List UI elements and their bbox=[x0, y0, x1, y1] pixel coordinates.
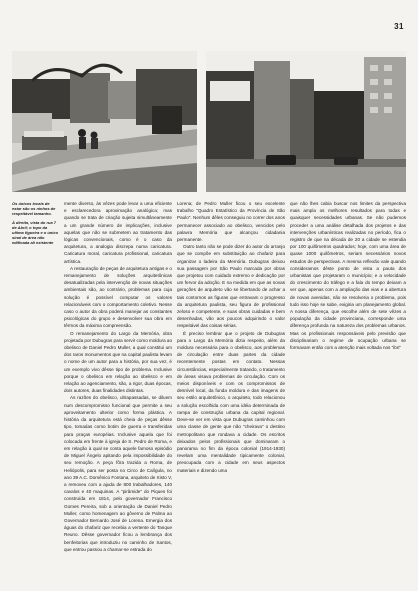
caption-left: Os únicos locais de estar são os ninhos de respeitável tamanho. bbox=[12, 201, 56, 217]
col2-paragraph: Outro tanto não se pode dizer do autor do arranjo que se compõe em substituição ao chafariz para organizar o ladeira da Memória. Dubugras deixou sua passagem por São Paulo marcada por obras que projetou com cuidado extremo e dedicação por um fervor da adoção. E na medida em que as novas gerações de arquiteto vão se libertando de achar a tais contornos as figuras que entravam o progresso da arquitetura paulista, seu figura de profissional zeloso e competente, e suas obras cuidadas e bem desenhadas, vão aos poucos adquirindo o valor respeitável das coisas sérias. bbox=[177, 244, 285, 329]
text-column-1 bbox=[64, 200, 172, 584]
photo-rua-7-de-abril bbox=[206, 51, 406, 192]
col1-paragraph: O remanejamento do Largo da Memória, obra projetada por Dubugras para servir como moldura ao obelisco de Daniel Pedro Muller, a qual constitui um dos raros monumentos que na capital paulista levam o nome de um autor para a história, por sua vez, é um exemplo vivo dêsse tipo de problema. Inclusive porque o obelisco em relação ao obelisco e em relação ao agenciamento, são, a rigor, duas épocas, dois autores, duas finalidades distintas. bbox=[64, 330, 172, 394]
page-number: 31 bbox=[394, 22, 404, 31]
col3-paragraph: que não lhes cabia buscar nos limites da perspectiva mais ampla os melhores resultados para todas e quaisquer necessidades urbanas. Se não pudemos proceder a uma análise detalhada dos projetos e das intervenções urbanísticas realizadas no período, fica o registro de que na década de 20 a cidade se estendia por 100 quilômetros quadrados; hoje, com uma área de quase 1000 quilômetros, seriam necessários novos estudos de perspectivas. A mesma reflexão vale quando consideramos dêste ponto de vista a pauta dos urbanistas que projetaram o município; e a velocidade do crescimento do tráfego e a fala do tempo deixam a ver que, apenas com a ampliação das vias e a abertura de novas avenidas, não se resolveria o problema, pois tudo isso hoje se sabe, exigiria um planejamento global. A nossa diferença, que escolhe além de sete vêzes a população da cidade provinciana, corresponde uma diferença profunda na natureza dos problemas urbanos. Mas os profissionais responsáveis pelo previsão que disciplinariam o regime de ocupação urbana se formavam então com a atenção mais voltada nos "ibri" bbox=[290, 201, 406, 351]
street-photo-image bbox=[206, 51, 406, 192]
photo-caption bbox=[12, 201, 58, 249]
caption-right: À direita, vista do rua 7 de Abril; o topo da ultima figueira e o único sinal de área não edificada ali existente bbox=[12, 219, 59, 246]
col2-paragraph: É preciso lembrar que o projeto de Dubugras para o Largo da Memória dizia respeito, além da moldura necessária para o obelisco, aos problemas de circulação entre duas partes da cidade recentemente postas em contato. Nessas circunstâncias, especialmente tratando, o tratamento de áreas visava problemas de circulação. Com os meios disponíveis e com os compromissos de desnível local, da funda moldura e das imagens de seu estilo arquitetônico, o arquiteto, todo relacionou a solução escolhida com uma idéia determinada de rampa de construção urbana da capital regional. Deve-se ver em vista que Dubugras caminhou com uma classe de gente que não "cheirava" o destino metropolitano que rondava a cidade. Os escritos deixados pelos profissionais que dominaram o panorama no fim da época colonial (1914-1930) revelam uma mentalidade tipicamente colonial, preocupada com a cidade em seus aspectos materiais e dizendo uma bbox=[177, 330, 285, 473]
col1-paragraph: mente diverso, às vêzes pode levar a uma eficiente e esclarecedora aproximação analógica; mas quando se trata de criação sujeita simultâneamente a um grande número de implicações, inclusive aquelas que não se submetem ao tratamento das lógicas convencionais, como é o caso da arquitetura, a analogia discrepa numa caricatura. Caricatura moral, caricatura profissional, caricatura artística. bbox=[64, 201, 172, 264]
col1-paragraph: A restauração de peças de arquitetura antigas e o remanejamento de soluções arquitetônicas desatualizadas pela intervenção de novas situações ambientais são, ao contrário, problemas para cuja solução é possível computar os valores relacionáveis com o comportamento coletivo. Nesse caso o autor da obra poderá manejar as constantes psicológicas do grupo e desenvolver sua obra em têrmos da máxima compreensão. bbox=[64, 265, 172, 329]
text-column-3 bbox=[290, 200, 406, 584]
text-column-2 bbox=[177, 200, 285, 584]
col2-paragraph: Lorena; de Pedro Muller ficou o seu excelente trabalho "Quadro Estatístico da Província de São Paulo". Nenhum dêles conseguiu no correr dos anos permanecer associado ao obelisco, vencidos pelo palavra Memória que alcançou cidadania permanente. bbox=[177, 201, 285, 243]
col1-paragraph: As razões do obelisco, ultrapassadas, se diluem num descompromisso funcional que permite a seu aproveitamento ulterior como forma plástica. A história da arquitetura está cheia de peças dêsse tipo, tomadas como botim de guerra e transferidas para praças européias. Inclusive aquela que foi colocada em frente à igreja de S. Pedro de Roma, e em relação à qual se conta aquele famoso episódio de Miguel Ângelo apitando pela impossibilidade do seu remoção. A peça fôra trazida a Roma, de Heliópolis, para ser posta no Circo de Calígula, no ano 39 A.C. Domênico Fontana, arquiteto de Xisto V, a removeu com a ajuda de 800 trabalhadores, 140 cavalos e 40 maquinas. A "pirâmide" do Piques foi construída em 1814, pelo governador Francisco Gomes Pereira, sob a orientação de Daniel Pedro Muller, como homenagem ao gôverno de Palma ao Governador Bernardo José de Lorena. Emergia dos águas do chafariz que recebia a vertente do Tanque Reuno. Dêsse governador ficou a lembrança dos benfeitorias que introduziu no caminho de Santos, que entrou passou a chamar-se estrada do bbox=[64, 395, 172, 552]
staircase-photo-image bbox=[12, 51, 197, 192]
photo-memoria-staircase bbox=[12, 51, 197, 192]
